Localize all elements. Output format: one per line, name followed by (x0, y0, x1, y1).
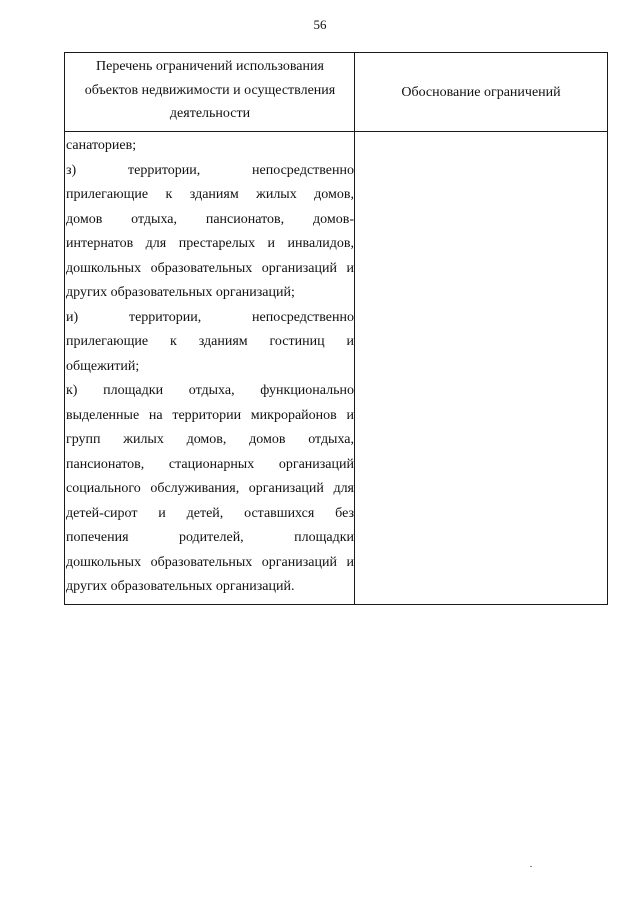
restrictions-table-right-column (354, 52, 608, 605)
body-line: пансионатов, стационарных организаций (66, 456, 354, 472)
body-line: групп жилых домов, домов отдыха, (66, 432, 354, 447)
header-justification (356, 55, 606, 131)
body-line: общежитий; (66, 358, 140, 374)
table-header-divider (64, 131, 607, 132)
scan-speck (530, 866, 532, 867)
body-line: к) площадки отдыха, функционально (66, 383, 354, 398)
header-justification-label: Обоснование ограничений (401, 85, 561, 100)
body-line: других образовательных организаций. (66, 579, 295, 594)
body-line: других образовательных организаций; (66, 285, 295, 300)
body-line: попечения родителей, площадки (66, 530, 354, 545)
body-line: домов отдыха, пансионатов, домов- (66, 211, 354, 227)
page-number: 56 (313, 17, 327, 32)
body-line: выделенные на территории микрорайонов и (66, 407, 354, 423)
body-line: и) территории, непосредственно (66, 309, 354, 325)
body-line: интернатов для престарелых и инвалидов, (66, 236, 354, 251)
body-line: з) территории, непосредственно (66, 162, 354, 178)
body-line: дошкольных образовательных организаций и (66, 554, 354, 570)
header-left-line: Перечень ограничений использования (96, 59, 324, 74)
body-line: прилегающие к зданиям жилых домов, (66, 187, 354, 202)
body-line: прилегающие к зданиям гостиниц и (66, 334, 354, 349)
body-line: санаториев; (66, 138, 137, 153)
body-line: дошкольных образовательных организаций и (66, 260, 354, 276)
restrictions-list-body (66, 134, 354, 600)
body-line: социального обслуживания, организаций для (66, 481, 354, 496)
header-restrictions-list (66, 55, 354, 131)
header-left-line: объектов недвижимости и осуществления (84, 82, 336, 98)
header-left-line: деятельности (169, 106, 251, 121)
body-line: детей-сирот и детей, оставшихся без (66, 505, 354, 521)
